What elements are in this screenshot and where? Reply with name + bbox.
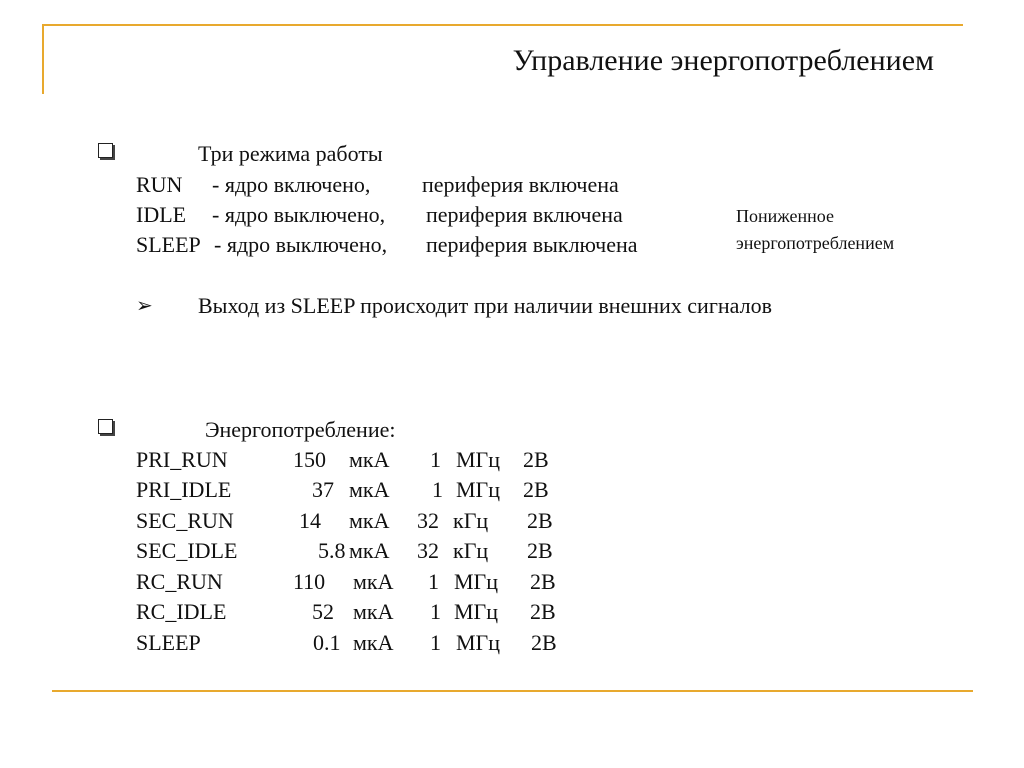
power-row-mode: RC_RUN: [136, 569, 223, 594]
note-line-1: Пониженное: [736, 206, 834, 226]
power-row-freq-unit: МГц: [456, 630, 501, 655]
power-row-mode: SLEEP: [136, 630, 201, 655]
bottom-border: [52, 690, 973, 692]
power-row-freq: 1: [428, 569, 439, 594]
power-row-freq-unit: кГц: [453, 508, 489, 533]
power-row-freq: 1: [430, 599, 441, 624]
arrow-bullet-icon: ➢: [136, 295, 153, 317]
power-row-freq-unit: МГц: [456, 477, 501, 502]
power-row-freq: 32: [417, 508, 439, 533]
square-bullet-icon: [98, 143, 113, 158]
slide-title: Управление энергопотреблением: [512, 44, 934, 77]
power-row-freq-unit: МГц: [454, 599, 499, 624]
mode-idle-core: - ядро выключено,: [212, 202, 386, 227]
power-row-current: 52: [312, 599, 334, 624]
power-row-unit: мкА: [349, 538, 390, 563]
power-row-unit: мкА: [349, 477, 390, 502]
mode-run-name: RUN: [136, 172, 183, 197]
power-row-freq-unit: кГц: [453, 538, 489, 563]
power-row-freq: 1: [430, 630, 441, 655]
power-row-voltage: 2В: [527, 508, 553, 533]
power-row-freq: 32: [417, 538, 439, 563]
power-row-voltage: 2В: [527, 538, 553, 563]
power-row-mode: SEC_IDLE: [136, 538, 238, 563]
power-row-mode: RC_IDLE: [136, 599, 227, 624]
power-row-mode: PRI_RUN: [136, 447, 228, 472]
power-row-freq: 1: [430, 447, 441, 472]
square-bullet-icon: [98, 419, 113, 434]
power-row-freq-unit: МГц: [456, 447, 501, 472]
power-row-voltage: 2В: [530, 569, 556, 594]
power-row-voltage: 2В: [523, 477, 549, 502]
power-row-voltage: 2В: [523, 447, 549, 472]
power-row-mode: PRI_IDLE: [136, 477, 232, 502]
power-row-current: 110: [293, 569, 326, 594]
power-row-current: 5.8: [318, 538, 346, 563]
power-row-unit: мкА: [349, 447, 390, 472]
power-row-current: 37: [312, 477, 334, 502]
mode-run-periph: периферия включена: [422, 172, 619, 197]
mode-run-core: - ядро включено,: [212, 172, 371, 197]
power-row-freq-unit: МГц: [454, 569, 499, 594]
power-row-voltage: 2В: [531, 630, 557, 655]
section1-heading: Три режима работы: [198, 141, 383, 166]
note-line-2: энергопотреблением: [736, 233, 895, 253]
mode-sleep-name: SLEEP: [136, 232, 201, 257]
sub-bullet-text: Выход из SLEEP происходит при наличии внешних сигналов: [198, 293, 772, 318]
power-row-freq: 1: [432, 477, 443, 502]
power-row-unit: мкА: [353, 630, 394, 655]
power-row-unit: мкА: [349, 508, 390, 533]
frame-left-border: [42, 24, 44, 94]
mode-idle-name: IDLE: [136, 202, 187, 227]
power-row-unit: мкА: [353, 569, 394, 594]
mode-sleep-core: - ядро выключено,: [214, 232, 388, 257]
power-row-mode: SEC_RUN: [136, 508, 234, 533]
power-row-unit: мкА: [353, 599, 394, 624]
mode-idle-periph: периферия включена: [426, 202, 623, 227]
power-row-current: 14: [299, 508, 321, 533]
mode-sleep-periph: периферия выключена: [426, 232, 638, 257]
frame-top-border: [42, 24, 963, 26]
section2-heading: Энергопотребление:: [205, 417, 396, 442]
power-row-current: 0.1: [313, 630, 341, 655]
power-row-current: 150: [293, 447, 326, 472]
power-row-voltage: 2В: [530, 599, 556, 624]
